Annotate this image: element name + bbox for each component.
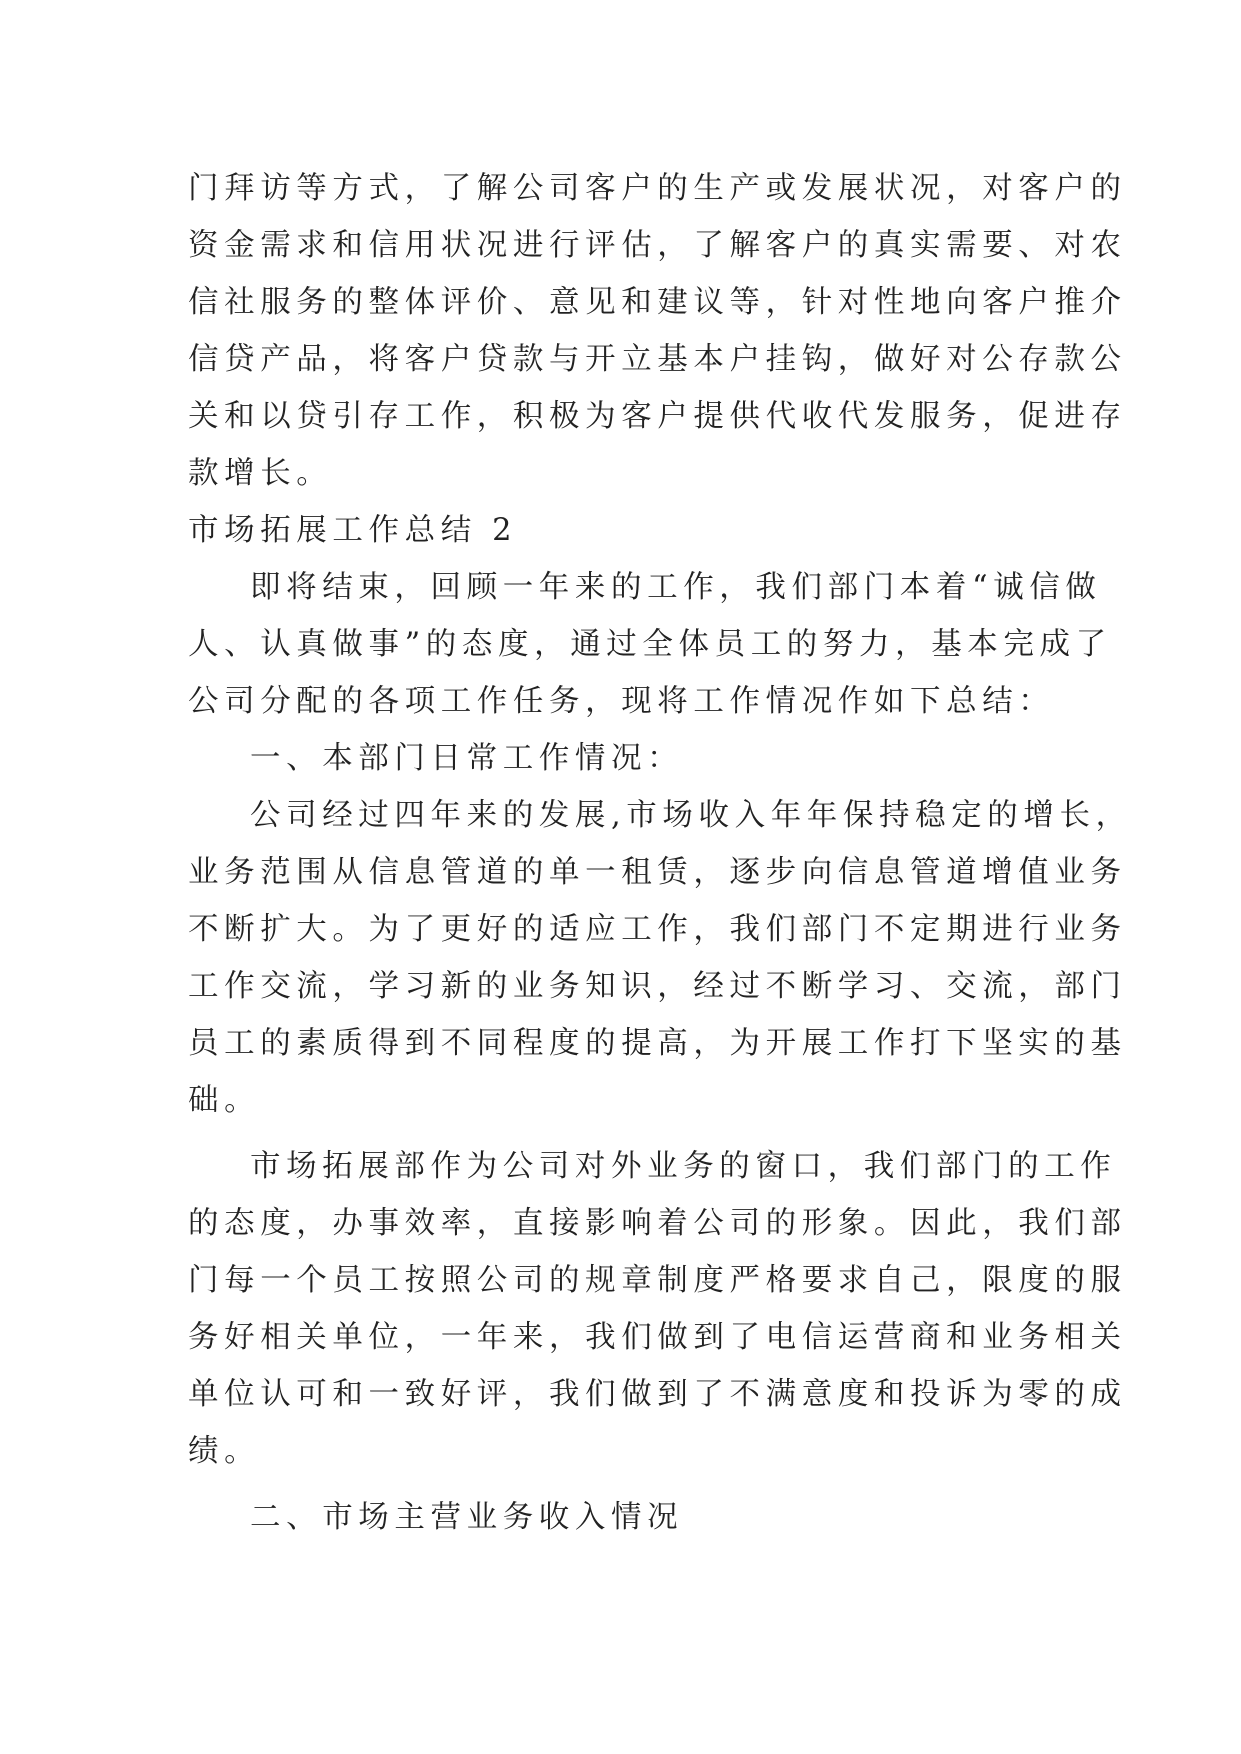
text-line: 即将结束，回顾一年来的工作，我们部门本着“诚信做	[250, 570, 1102, 605]
text-line: 款增长。	[188, 456, 333, 491]
text-line: 信贷产品，将客户贷款与开立基本户挂钩，做好对公存款公	[188, 342, 1127, 377]
text-line: 门每一个员工按照公司的规章制度严格要求自己，限度的服	[188, 1263, 1127, 1298]
text-line: 市场拓展工作总结 2	[188, 513, 518, 548]
text-line: 绩。	[188, 1434, 261, 1469]
text-line: 不断扩大。为了更好的适应工作，我们部门不定期进行业务	[188, 912, 1127, 947]
text-line: 业务范围从信息管道的单一租赁，逐步向信息管道增值业务	[188, 855, 1127, 890]
document-body	[188, 160, 1132, 1546]
text-line: 单位认可和一致好评，我们做到了不满意度和投诉为零的成	[188, 1377, 1127, 1412]
text-line: 的态度，办事效率，直接影响着公司的形象。因此，我们部	[188, 1206, 1127, 1241]
text-line: 门拜访等方式，了解公司客户的生产或发展状况，对客户的	[188, 171, 1127, 206]
text-line: 信社服务的整体评价、意见和建议等，针对性地向客户推介	[188, 285, 1127, 320]
text-line: 市场拓展部作为公司对外业务的窗口，我们部门的工作	[250, 1149, 1117, 1184]
text-line: 公司经过四年来的发展,市场收入年年保持稳定的增长，	[250, 798, 1132, 833]
text-line: 工作交流，学习新的业务知识，经过不断学习、交流，部门	[188, 969, 1127, 1004]
text-line: 务好相关单位，一年来，我们做到了电信运营商和业务相关	[188, 1320, 1127, 1355]
text-line: 资金需求和信用状况进行评估，了解客户的真实需要、对农	[188, 228, 1127, 263]
text-line: 公司分配的各项工作任务，现将工作情况作如下总结：	[188, 684, 1055, 719]
text-line: 一、本部门日常工作情况：	[250, 741, 684, 776]
text-line: 关和以贷引存工作，积极为客户提供代收代发服务，促进存	[188, 399, 1127, 434]
text-line: 员工的素质得到不同程度的提高，为开展工作打下坚实的基	[188, 1026, 1127, 1061]
text-line: 人、认真做事”的态度，通过全体员工的努力，基本完成了	[188, 627, 1112, 662]
text-line: 二、市场主营业务收入情况	[250, 1500, 684, 1535]
text-line: 础。	[188, 1083, 261, 1118]
